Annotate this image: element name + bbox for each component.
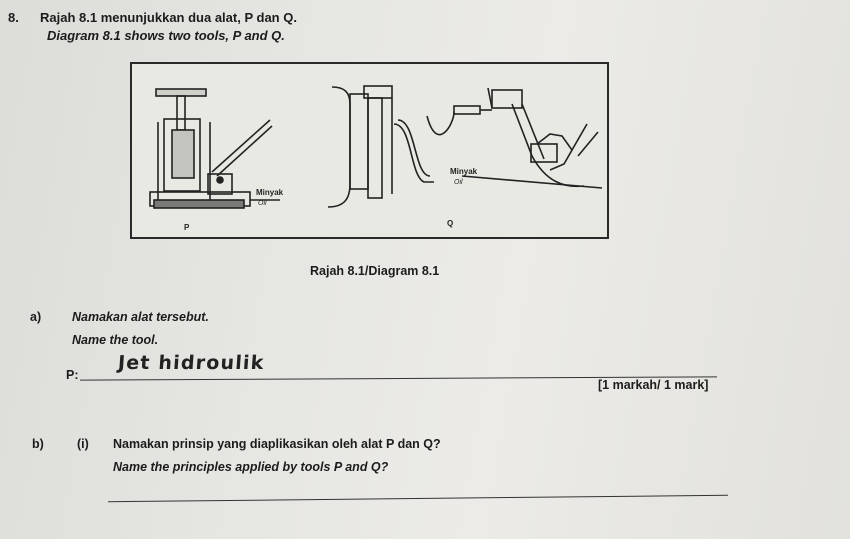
part-a-handwritten-answer: Jet hidroulik: [117, 352, 266, 374]
oil-label-right-ms: Minyak: [450, 167, 478, 176]
label-q: Q: [447, 219, 454, 228]
label-p: P: [184, 223, 190, 232]
part-a-question-ms: Namakan alat tersebut.: [72, 310, 209, 324]
part-b-label: b): [32, 437, 44, 451]
oil-label-left-en: Oil: [258, 200, 267, 207]
diagram-drawing: [132, 64, 607, 237]
diagram-caption: Rajah 8.1/Diagram 8.1: [310, 264, 440, 278]
part-a-label: a): [30, 310, 42, 324]
part-b-question-en: Name the principles applied by tools P and Q?: [113, 460, 389, 474]
diagram-figure: [130, 62, 609, 239]
part-b-question-ms: Namakan prinsip yang diaplikasikan oleh alat P dan Q?: [113, 437, 441, 451]
part-a-answer-prefix: P:: [66, 368, 79, 382]
question-title-ms: Rajah 8.1 menunjukkan dua alat, P dan Q.: [40, 10, 297, 25]
question-number: 8.: [8, 10, 19, 25]
part-b-answer-line[interactable]: [108, 495, 728, 502]
part-a-marks: [1 markah/ 1 mark]: [598, 378, 709, 392]
question-title-en: Diagram 8.1 shows two tools, P and Q.: [47, 28, 285, 43]
part-b-sub-label: (i): [77, 437, 89, 451]
oil-label-right-en: Oil: [454, 179, 463, 186]
oil-label-left-ms: Minyak: [256, 188, 284, 197]
part-a-question-en: Name the tool.: [72, 333, 159, 347]
brake-system-drawing: [328, 86, 602, 207]
